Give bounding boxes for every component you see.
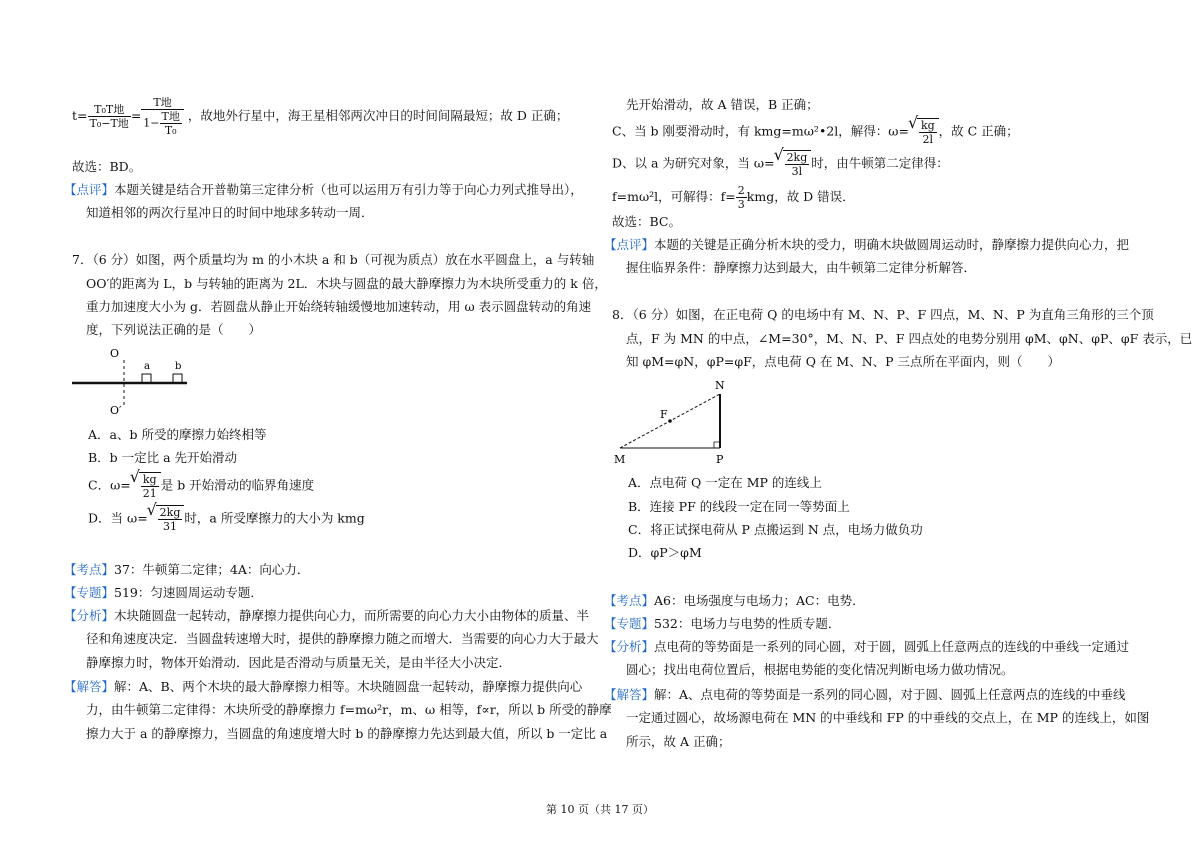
q7-final-answer: 故选：BC。 [612,214,681,229]
q8-stem-line1: 8．（6 分）如图，在正电荷 Q 的电场中有 M、N、P、F 四点，M、N、P 为直角三角形的三个顶 [612,307,1154,322]
q7-jieda-line2: 力，由牛顿第二定律得：木块所受的静摩擦力 f=mω²r，m、ω 相等，f∝r，所以 b 所受的静摩 [86,702,612,717]
block-a [142,374,151,383]
label-N: N [715,379,725,392]
q8-stem-line2: 点，F 为 MN 的中点，∠M=30°，M、N、P、F 四点处的电势分别用 φM、φN、φP、φF 表示，已 [626,331,1193,346]
q8-triangle-figure [612,378,742,468]
q6-review: 【点评】本题关键是结合开普勒第三定律分析（也可以运用万有引力等于向心力列式推导出）， [64,182,583,197]
sqrt: √ $\frac{kg}{2l}$ [917,118,939,146]
q8-stem-line3: 知 φM=φN，φP=φF，点电荷 Q 在 M、N、P 三点所在平面内，则（ ） [626,354,1061,369]
q7-jieda-line3: 擦力大于 a 的静摩擦力，当圆盘的角速度增大时 b 的静摩擦力先达到最大值，所以 b 一定比 a [86,726,608,741]
q8-fenxi-line2: 圆心；找出电荷位置后，根据电势能的变化情况判断电场力做功情况。 [626,662,1014,677]
sqrt: √ $\frac{2kg}{31}$ [156,505,185,533]
q7-jieda: 【解答】解：A、B、两个木块的最大静摩擦力相等。木块随圆盘一起转动，静摩擦力提供向心 [64,679,583,694]
label-P: P [716,453,724,466]
q7-stem-line3: 重力加速度大小为 g．若圆盘从静止开始绕转轴缓慢地加速转动，用 ω 表示圆盘转动的角速 [86,299,592,314]
label-O-prime: O′ [110,404,122,417]
q7-kaodian: 【考点】37：牛顿第二定律；4A：向心力． [64,562,310,577]
q7-stem-line1: 7．（6 分）如图，两个质量均为 m 的小木块 a 和 b（可视为质点）放在水平圆盘上，a 与转轴 [72,252,595,267]
sqrt: √ $\frac{kg}{21}$ [139,472,161,500]
fraction: $\frac{2}{3}$ [737,184,745,211]
q8-jieda-line2: 一定通过圆心，故场源电荷在 MN 的中垂线和 FP 的中垂线的交点上，在 MP 的连线上，如图 [626,710,1150,725]
q6-answer: 故选：BD。 [72,159,142,174]
q7-cont-line3: D、以 a 为研究对象，当 ω= √ $\frac{2kg}{3l}$ 时，由牛顿第二定律得： [612,150,949,178]
q8-zhuanti: 【专题】532：电场力与电势的性质专题． [604,616,841,631]
sqrt: √ $\frac{2kg}{3l}$ [783,150,812,178]
q6-review-line2: 知道相邻的两次行星冲日的时间中地球多转动一周． [86,205,374,220]
q8-fenxi: 【分析】点电荷的等势面是一系列的同心圆，对于圆，圆弧上任意两点的连线的中垂线一定通过 [604,639,1130,654]
q7-zhuanti: 【专题】519：匀速圆周运动专题． [64,585,263,600]
block-b [173,374,182,383]
label-F: F [660,408,668,421]
q7-cont-line4: f=mω²l，可解得：f= $\frac{2}{3}$ kmg，故 D 错误． [612,184,855,211]
q8-option-b: B．连接 PF 的线段一定在同一等势面上 [628,499,850,514]
page-footer: 第 10 页（共 17 页） [546,803,654,816]
q8-jieda: 【解答】解：A、点电荷的等势面是一系列的同心圆，对于圆、圆弧上任意两点的连线的中垂线 [604,687,1126,702]
q8-option-d: D．φP＞φM [628,545,702,560]
q7-fenxi-line3: 静摩擦力时，物体开始滑动．因此是否滑动与质量无关，是由半径大小决定． [86,655,512,670]
q6-formula-line: t= $\frac{\text{T₀T地}}{\text{T₀−T地}}$ = T地 1− $\frac{\text{T地}}{\text{T₀}}$ ，故地外行星中，海王星相邻两次冲日的时间间隔最短；故 D 正确； [72,96,569,137]
label-O: O [110,347,120,360]
q8-kaodian: 【考点】A6：电场强度与电场力；AC：电势． [604,593,865,608]
label-b: b [175,361,182,372]
q7-option-b: B．b 一定比 a 先开始滑动 [88,450,238,465]
q7-cont-line2: C、当 b 刚要滑动时，有 kmg=mω²•2l，解得：ω= √ $\frac{kg}{2l}$ ，故 C 正确； [612,118,1019,146]
q7-stem-line2: OO′的距离为 L，b 与转轴的距离为 2L．木块与圆盘的最大静摩擦力为木块所受重力的 k 倍， [86,276,607,291]
q8-option-a: A．点电荷 Q 一定在 MP 的连线上 [628,475,822,490]
fraction: T地 1− $\frac{\text{T地}}{\text{T₀}}$ [141,96,184,137]
q7-option-a: A．a、b 所受的摩擦力始终相等 [88,427,267,442]
q8-jieda-line3: 所示，故 A 正确； [626,734,731,749]
point-F [668,419,672,423]
q7-cont-line1: 先开始滑动，故 A 错误，B 正确； [626,97,819,112]
q7-review: 【点评】本题的关键是正确分析木块的受力，明确木块做圆周运动时，静摩擦力提供向心力，把 [604,237,1130,252]
q7-stem-line4: 度，下列说法正确的是（ ） [86,322,262,337]
q8-option-c: C．将正试探电荷从 P 点搬运到 N 点，电场力做负功 [628,522,923,537]
q7-fenxi-line2: 径和角速度决定．当圆盘转速增大时，提供的静摩擦力随之而增大．当需要的向心力大于最大 [86,631,599,646]
label-a: a [144,361,150,372]
q7-review-line2: 握住临界条件：静摩擦力达到最大，由牛顿第二定律分析解答． [626,260,977,275]
q7-disk-figure [72,346,202,418]
label-M: M [614,453,626,466]
q7-option-c: C．ω= √ $\frac{kg}{21}$ 是 b 开始滑动的临界角速度 [88,472,314,500]
q7-option-d: D．当 ω= √ $\frac{2kg}{31}$ 时，a 所受摩擦力的大小为 kmg [88,505,365,533]
q7-fenxi: 【分析】木块随圆盘一起转动，静摩擦力提供向心力，而所需要的向心力大小由物体的质量、半 [64,608,590,623]
fraction: $\frac{\text{T₀T地}}{\text{T₀−T地}}$ [89,103,129,130]
